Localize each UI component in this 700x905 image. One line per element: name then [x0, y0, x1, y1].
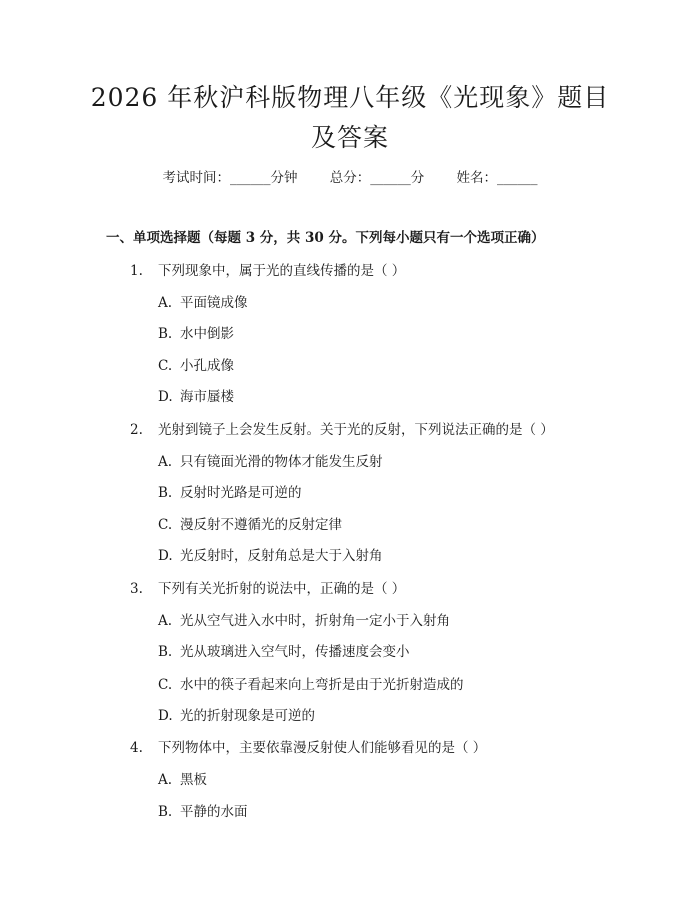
title-line-1: 2026 年秋沪科版物理八年级《光现象》题目 — [90, 83, 610, 112]
option-letter: D. — [158, 708, 173, 724]
option-letter: B. — [158, 485, 173, 501]
option-text: 黑板 — [180, 772, 207, 788]
option-text: 平面镜成像 — [180, 295, 248, 311]
option-text: 小孔成像 — [180, 358, 234, 374]
option-letter: D. — [158, 548, 173, 564]
option-text: 只有镜面光滑的物体才能发生反射 — [180, 454, 383, 470]
question-text: 下列物体中，主要依靠漫反射使人们能够看见的是（ ） — [158, 740, 487, 756]
question-text: 光射到镜子上会发生反射。关于光的反射，下列说法正确的是（ ） — [158, 422, 554, 438]
option-text: 漫反射不遵循光的反射定律 — [180, 517, 342, 533]
option-letter: D. — [158, 389, 173, 405]
option-letter: C. — [158, 677, 173, 693]
option-letter: B. — [158, 644, 173, 660]
option — [158, 452, 383, 472]
option — [158, 356, 234, 376]
option-letter: A. — [158, 454, 173, 470]
option — [158, 293, 248, 313]
option — [158, 515, 342, 535]
option-letter: C. — [158, 517, 173, 533]
option-text: 平静的水面 — [180, 804, 248, 820]
option — [158, 706, 315, 726]
option — [158, 324, 234, 344]
question-4 — [130, 738, 486, 758]
option-letter: B. — [158, 804, 173, 820]
option — [158, 611, 450, 631]
option — [158, 642, 410, 662]
exam-time: 考试时间：______分钟 — [162, 170, 298, 186]
option-text: 水中倒影 — [180, 326, 234, 342]
question-number: 1. — [130, 263, 143, 279]
question-2 — [130, 420, 554, 440]
option — [158, 675, 464, 695]
question-1 — [130, 261, 405, 281]
option-text: 光反射时，反射角总是大于入射角 — [180, 548, 383, 564]
option-letter: C. — [158, 358, 173, 374]
option-text: 光从空气进入水中时，折射角一定小于入射角 — [180, 613, 450, 629]
title-line-2: 及答案 — [310, 123, 389, 152]
section-heading: 一、单项选择题（每题 3 分，共 30 分。下列每小题只有一个选项正确） — [106, 230, 545, 246]
document-title — [0, 78, 700, 158]
question-number: 3. — [130, 581, 143, 597]
option — [158, 546, 383, 566]
option-text: 反射时光路是可逆的 — [180, 485, 302, 501]
option-letter: B. — [158, 326, 173, 342]
option-text: 光的折射现象是可逆的 — [180, 708, 315, 724]
option-text: 海市蜃楼 — [180, 389, 234, 405]
option-letter: A. — [158, 772, 173, 788]
question-3 — [130, 579, 405, 599]
total-score: 总分：______分 — [329, 170, 425, 186]
option — [158, 802, 248, 822]
option — [158, 483, 302, 503]
option-text: 水中的筷子看起来向上弯折是由于光折射造成的 — [180, 677, 464, 693]
exam-meta — [0, 168, 700, 188]
option — [158, 387, 234, 407]
question-number: 4. — [130, 740, 143, 756]
question-text: 下列有关光折射的说法中，正确的是（ ） — [158, 581, 406, 597]
option-letter: A. — [158, 295, 173, 311]
question-number: 2. — [130, 422, 143, 438]
option-letter: A. — [158, 613, 173, 629]
option-text: 光从玻璃进入空气时，传播速度会变小 — [180, 644, 410, 660]
question-text: 下列现象中，属于光的直线传播的是（ ） — [158, 263, 406, 279]
option — [158, 770, 207, 790]
student-name: 姓名：______ — [456, 170, 538, 186]
